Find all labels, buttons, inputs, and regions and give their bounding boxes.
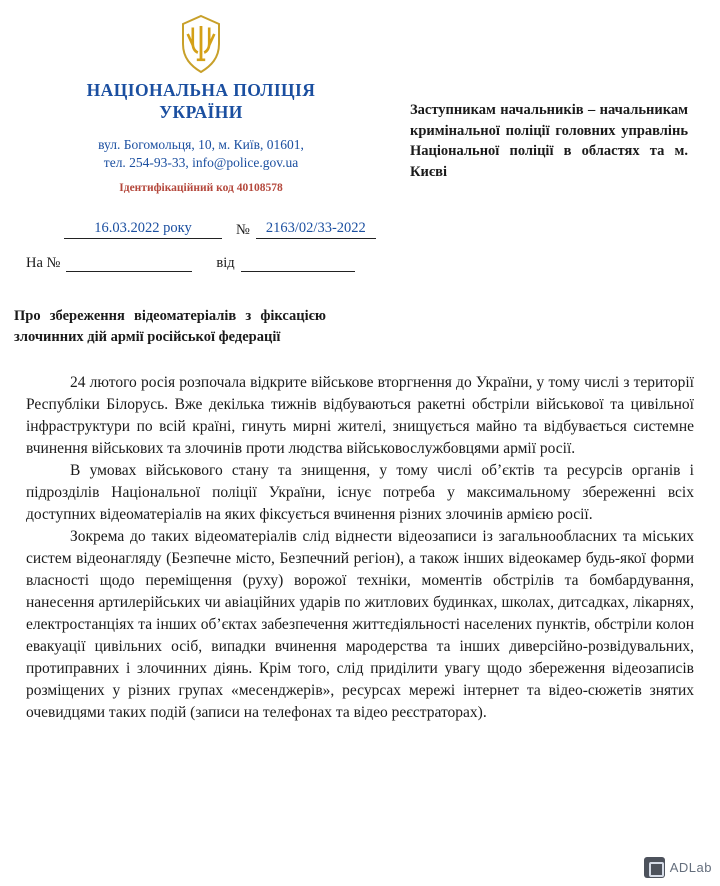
registration-row-reply [26,253,694,272]
letterhead [26,14,376,194]
body-paragraph-1: 24 лютого росія розпочала відкрите військове вторгнення до України, у тому числі з території Республіки Білорусь. Вже декілька тижнів відбуваються ракетні обстріли військової та цивільної інфраструктури по всій країні, гинуть мирні жителі, знищується майно та відбувається системне вчинення військових та злочинів проти людства військовослужбовцями армії росії. [26,374,694,458]
registration-number-label: № [236,222,250,239]
organization-address [26,136,376,172]
body-paragraph-3: Зокрема до таких відеоматеріалів слід віднести відеозаписи із загальнообласних та міських систем відеонагляду (Безпечне місто, Безпечний регіон), а також інших відеокамер будь-якої форми власності щодо переміщення (руху) ворожої техніки, моментів обстрілів та бомбардування, нанесення артилерійських чи авіаційних ударів по житлових будинках, школах, дитсадках, лікарнях, електростанціях та інших об’єктах забезпечення життєдіяльності населених пунктів, обстріли колон евакуації цивільних осіб, випадки вчинення мародерства та інших диверсійно-розвідувальних, протиправних і злочинних діянь. Крім того, слід приділити увагу щодо збереження відеозаписів розміщених у різних групах «месенджерів», ресурсах мережі інтернет та відео-сюжетів знятих очевидцями таких подій (записи на телефонах та відео реєстраторах). [26,528,694,722]
registration-number: 2163/02/33-2022 [256,220,376,239]
reply-to-value [66,253,192,272]
reply-to-label: На № [26,255,61,272]
registration-block [0,220,720,272]
document-subject: Про збереження відеоматеріалів з фіксацією злочинних дій армії російської федерації [14,308,326,346]
organization-name-line2: УКРАЇНИ [159,101,243,122]
reply-date-label: від [216,255,235,272]
watermark [644,857,712,878]
organization-name-line1: НАЦІОНАЛЬНА ПОЛІЦІЯ [86,80,316,100]
document-body [26,372,694,724]
address-line: вул. Богомольця, 10, м. Київ, 01601, [98,136,304,152]
watermark-label: ADLab [669,860,712,875]
identification-code: Ідентифікаційний код 40108578 [119,182,283,195]
registration-date: 16.03.2022 року [64,220,222,239]
reply-date-value [241,253,355,272]
addressee-block: Заступникам начальників – начальникам кримінальної поліції головних управлінь Національної поліції в областях та м. Києві [410,102,688,180]
ukraine-trident-emblem-icon [178,14,224,74]
document-header [0,0,720,194]
body-paragraph-2: В умовах військового стану та знищення, у тому числі об’єктів та ресурсів органів і підрозділів Національної поліції України, існує потреба у максимальному збереженні всіх доступних відеоматеріалів на яких фіксується вчинення різних злочинів армією росії. [26,462,694,524]
registration-row-primary [26,220,694,239]
contacts-line: тел. 254-93-33, info@police.gov.ua [103,154,299,170]
organization-name [26,80,376,124]
badge-icon [644,857,665,878]
